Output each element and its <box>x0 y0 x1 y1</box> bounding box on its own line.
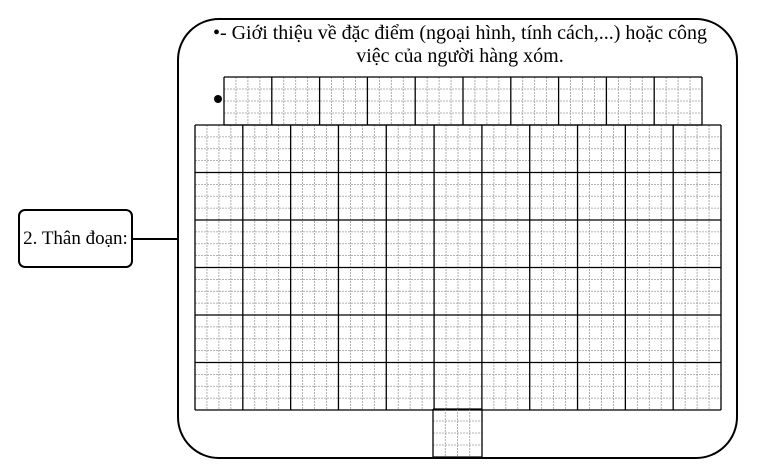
section-label <box>18 209 133 268</box>
connector-line <box>133 238 177 240</box>
writing-grid-bottom[interactable] <box>433 409 482 457</box>
writing-grid-main[interactable] <box>195 125 721 410</box>
section-heading: •- Giới thiệu về đặc điểm (ngoại hình, tính cách,...) hoặc công việc của người hàng xóm. <box>212 22 708 67</box>
bullet-icon <box>214 95 222 103</box>
writing-grid-top-strip[interactable] <box>224 77 702 125</box>
section-label-text: 2. Thân đoạn: <box>23 228 128 249</box>
